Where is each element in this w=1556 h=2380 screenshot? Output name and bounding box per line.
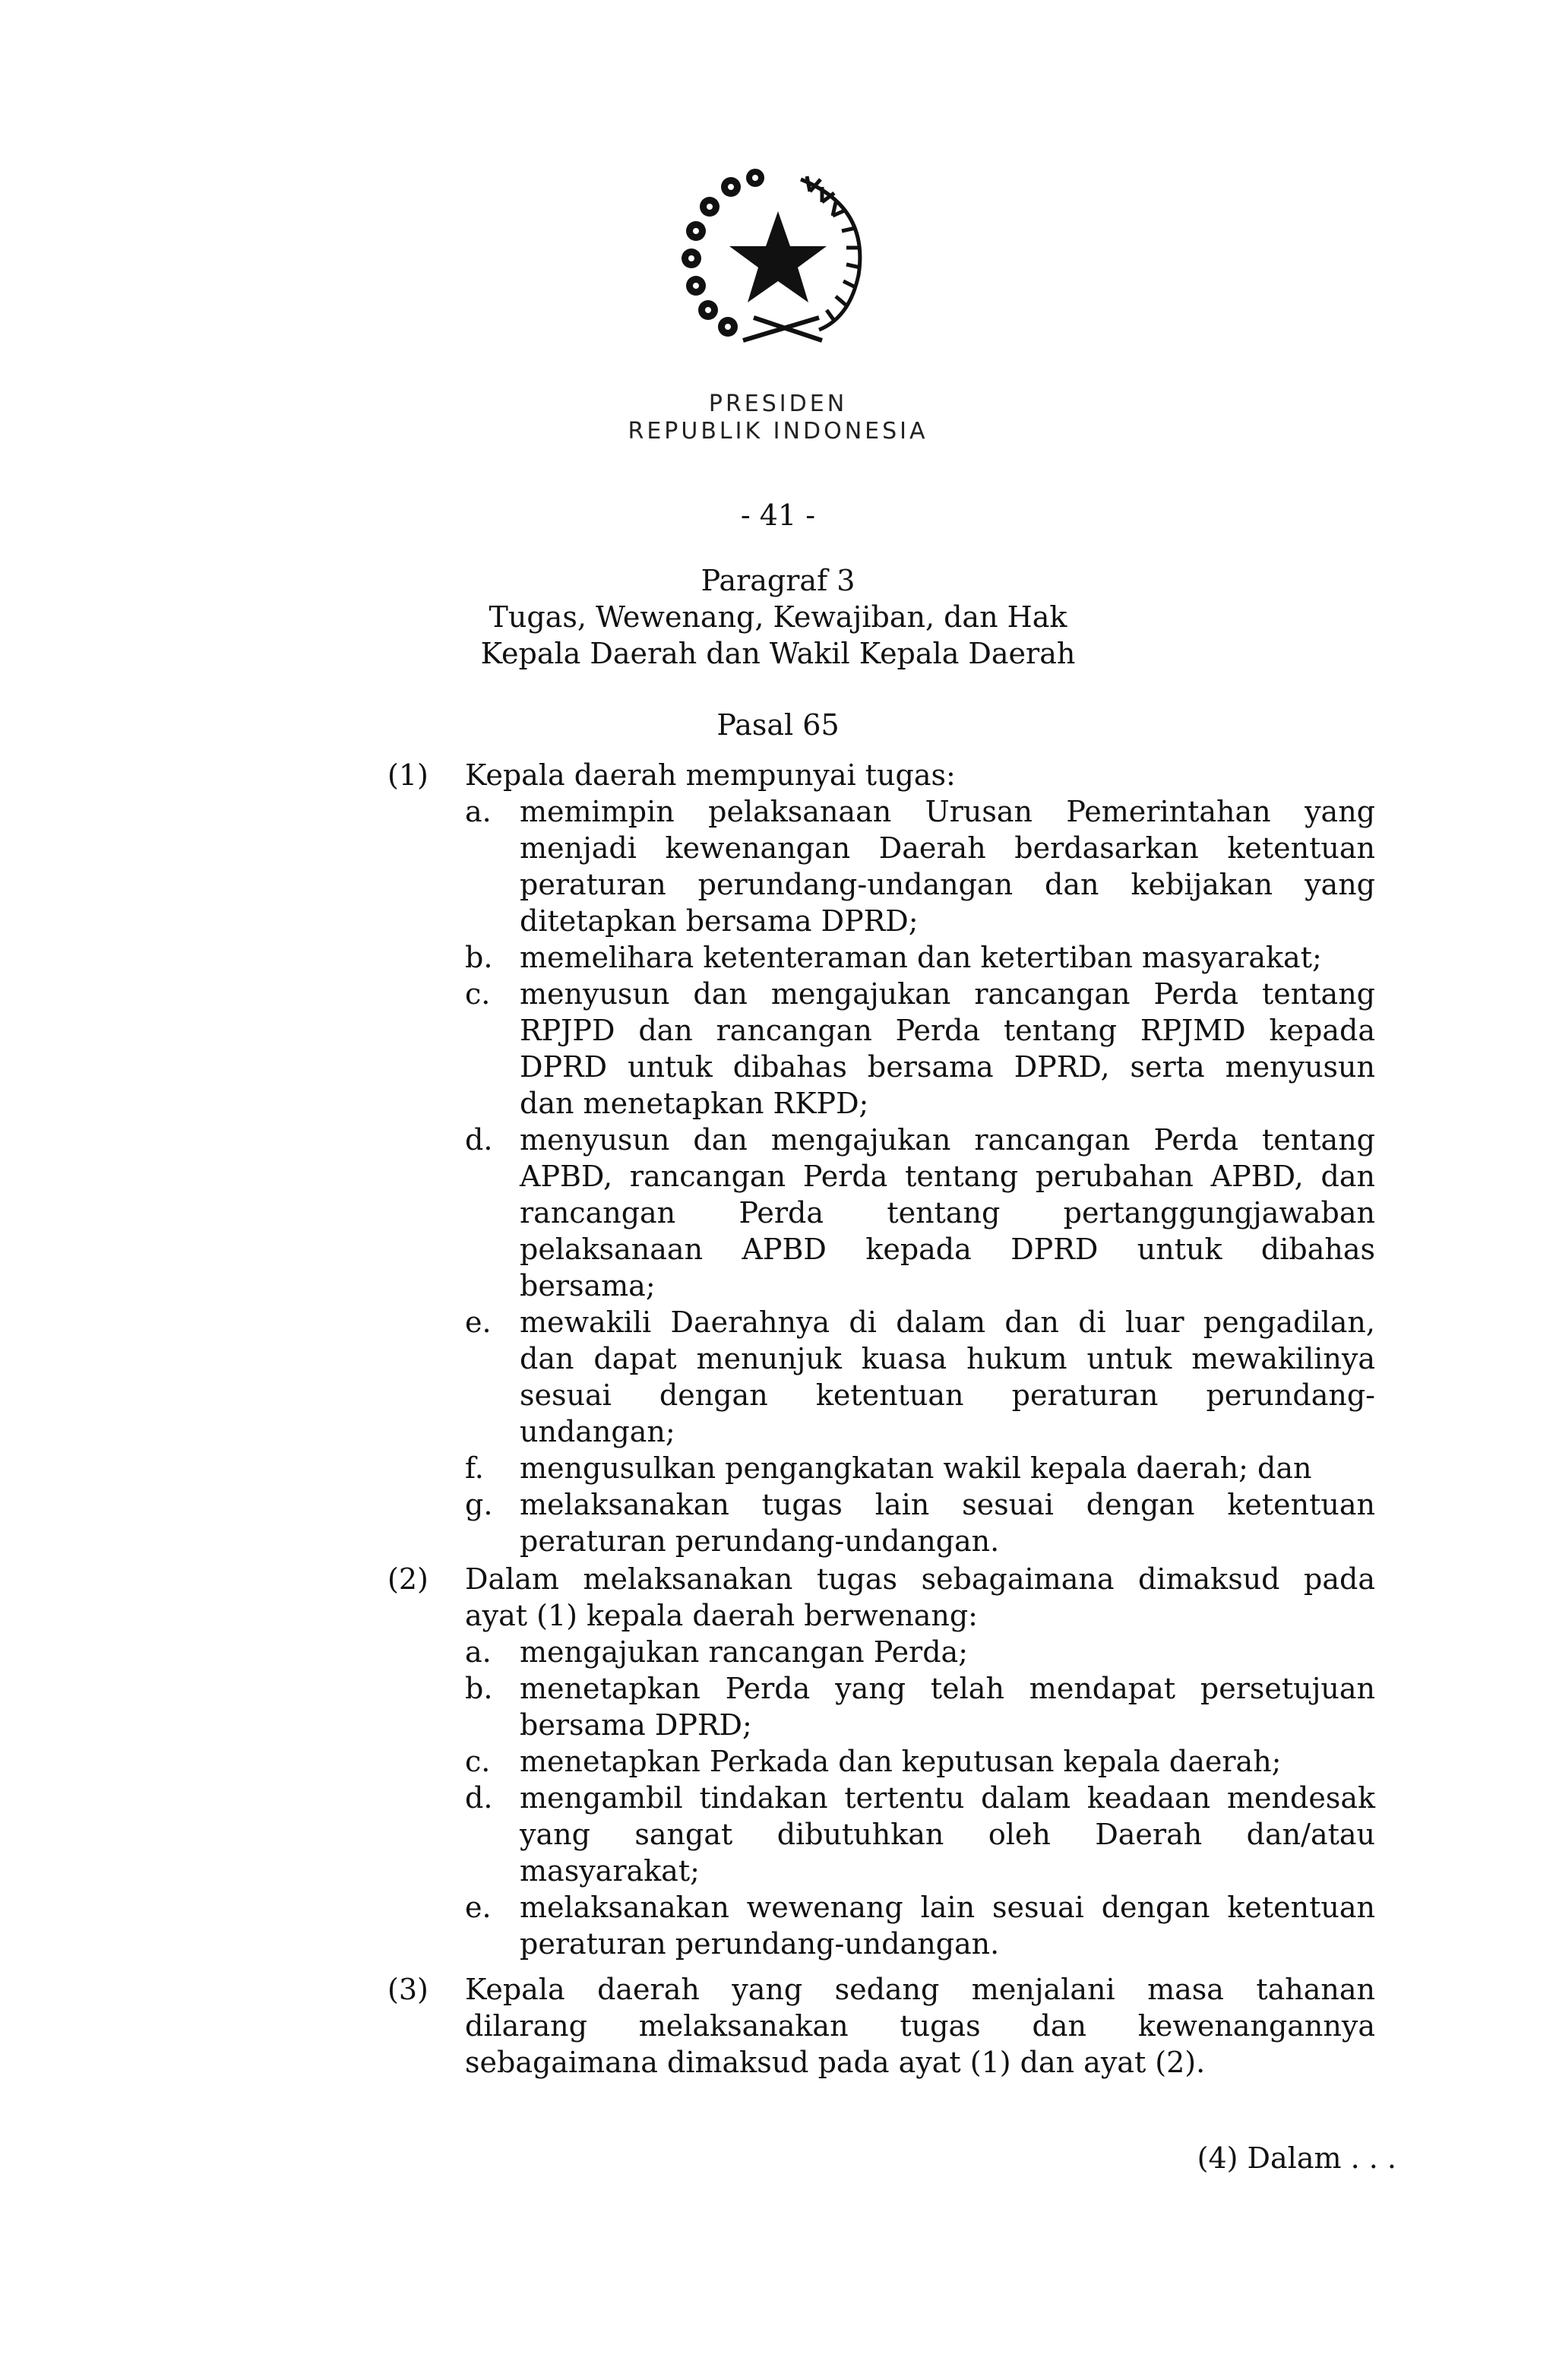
item-letter: d. <box>465 1123 493 1157</box>
item-line: APBD, rancangan Perda tentang perubahan APBD, dan <box>520 1160 1375 1193</box>
item-letter: c. <box>465 977 491 1011</box>
item-line: menyusun dan mengajukan rancangan Perda tentang <box>520 977 1375 1011</box>
item-line: menetapkan Perkada dan keputusan kepala daerah; <box>520 1745 1282 1778</box>
item-letter: a. <box>465 1635 492 1669</box>
item-line: menetapkan Perda yang telah mendapat persetujuan <box>520 1672 1375 1705</box>
item-line: pelaksanaan APBD kepada DPRD untuk dibahas <box>520 1233 1375 1266</box>
ayat-intro: Kepala daerah mempunyai tugas: <box>465 758 956 792</box>
item-letter: g. <box>465 1488 493 1521</box>
item-line: dan menetapkan RKPD; <box>520 1087 869 1120</box>
item-line: memimpin pelaksanaan Urusan Pemerintahan yang <box>520 795 1375 828</box>
item-letter: c. <box>465 1745 491 1778</box>
ayat-line: sebagaimana dimaksud pada ayat (1) dan ayat (2). <box>465 2046 1206 2079</box>
item-line: rancangan Perda tentang pertanggungjawaban <box>520 1196 1375 1230</box>
item-line: peraturan perundang-undangan. <box>520 1927 1000 1961</box>
item-line: mengajukan rancangan Perda; <box>520 1635 969 1669</box>
item-line: menjadi kewenangan Daerah berdasarkan ketentuan <box>520 831 1375 865</box>
item-line: melaksanakan wewenang lain sesuai dengan ketentuan <box>520 1891 1375 1924</box>
item-line: mewakili Daerahnya di dalam dan di luar pengadilan, <box>520 1306 1375 1339</box>
item-line: bersama DPRD; <box>520 1708 752 1742</box>
continuation-note: (4) Dalam . . . <box>1197 2141 1396 2175</box>
item-letter: f. <box>465 1451 484 1485</box>
item-line: mengusulkan pengangkatan wakil kepala daerah; dan <box>520 1451 1312 1485</box>
item-letter: d. <box>465 1781 493 1815</box>
item-letter: a. <box>465 795 492 828</box>
ayat-intro-line: ayat (1) kepala daerah berwenang: <box>465 1599 978 1632</box>
header-presiden: PRESIDEN <box>708 391 848 417</box>
item-line: undangan; <box>520 1415 675 1448</box>
item-letter: b. <box>465 1672 493 1705</box>
item-line: sesuai dengan ketentuan peraturan perundang- <box>520 1378 1375 1412</box>
item-letter: e. <box>465 1891 492 1924</box>
item-line: dan dapat menunjuk kuasa hukum untuk mewakilinya <box>520 1342 1375 1375</box>
page-number: - 41 - <box>740 498 816 532</box>
item-line: RPJPD dan rancangan Perda tentang RPJMD kepada <box>520 1014 1375 1047</box>
ayat-number: (3) <box>387 1973 429 2006</box>
ayat-number: (1) <box>387 758 429 792</box>
item-line: yang sangat dibutuhkan oleh Daerah dan/atau <box>520 1818 1375 1851</box>
ayat-line: Kepala daerah yang sedang menjalani masa tahanan <box>465 1973 1375 2006</box>
item-line: peraturan perundang-undangan. <box>520 1524 1000 1558</box>
garuda-star-emblem-icon <box>670 161 886 348</box>
item-line: peraturan perundang-undangan dan kebijakan yang <box>520 868 1375 901</box>
header-republik: REPUBLIK INDONESIA <box>628 418 928 445</box>
item-line: bersama; <box>520 1269 656 1302</box>
section-title-line-2: Kepala Daerah dan Wakil Kepala Daerah <box>480 637 1076 670</box>
section-title-line-1: Tugas, Wewenang, Kewajiban, dan Hak <box>489 600 1067 634</box>
item-line: masyarakat; <box>520 1854 700 1888</box>
item-line: mengambil tindakan tertentu dalam keadaan mendesak <box>520 1781 1375 1815</box>
ayat-intro-line: Dalam melaksanakan tugas sebagaimana dimaksud pada <box>465 1562 1375 1596</box>
ayat-number: (2) <box>387 1562 429 1596</box>
item-letter: b. <box>465 941 493 974</box>
ayat-line: dilarang melaksanakan tugas dan kewenangannya <box>465 2009 1375 2043</box>
item-line: menyusun dan mengajukan rancangan Perda tentang <box>520 1123 1375 1157</box>
paragraf-heading: Paragraf 3 <box>701 564 855 597</box>
item-line: DPRD untuk dibahas bersama DPRD, serta menyusun <box>520 1050 1375 1084</box>
item-line: memelihara ketenteraman dan ketertiban masyarakat; <box>520 941 1322 974</box>
pasal-heading: Pasal 65 <box>716 708 840 742</box>
item-letter: e. <box>465 1306 492 1339</box>
item-line: melaksanakan tugas lain sesuai dengan ketentuan <box>520 1488 1375 1521</box>
item-line: ditetapkan bersama DPRD; <box>520 904 919 938</box>
